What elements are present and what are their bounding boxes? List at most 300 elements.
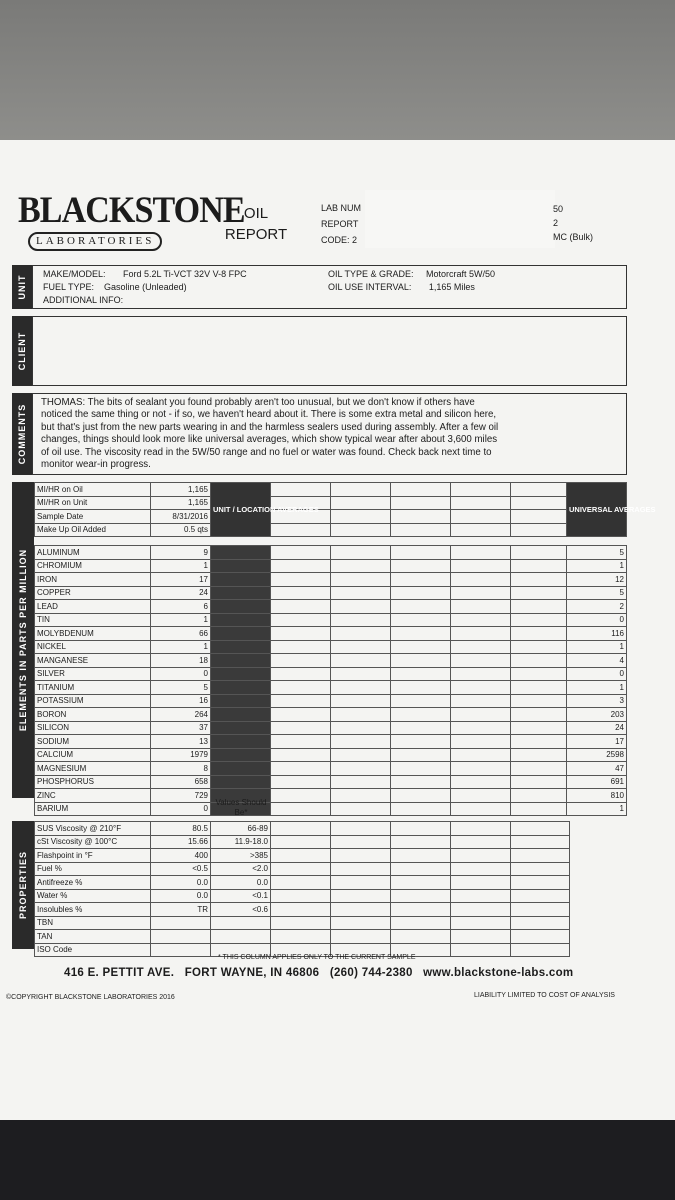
sample-value: 1,165 xyxy=(151,496,211,510)
empty-cell xyxy=(331,546,391,560)
element-value: 1 xyxy=(151,640,211,654)
empty-cell xyxy=(271,862,331,876)
empty-cell xyxy=(331,916,391,930)
property-name: Water % xyxy=(35,889,151,903)
empty-cell xyxy=(271,889,331,903)
empty-cell xyxy=(511,735,567,749)
empty-cell xyxy=(331,835,391,849)
report-num-label: REPORT xyxy=(321,219,359,229)
empty-cell xyxy=(511,654,567,668)
element-name: SILVER xyxy=(35,667,151,681)
code-label: CODE: 2 xyxy=(321,235,358,245)
empty-cell xyxy=(451,721,511,735)
element-name: ZINC xyxy=(35,789,151,803)
lab-num-value: 50 xyxy=(553,204,564,214)
empty-cell xyxy=(451,654,511,668)
universal-average-value: 1 xyxy=(567,802,627,816)
table-row xyxy=(35,559,627,573)
empty-cell xyxy=(511,627,567,641)
universal-average-value: 24 xyxy=(567,721,627,735)
element-value: 8 xyxy=(151,762,211,776)
table-row xyxy=(35,789,627,803)
empty-cell xyxy=(451,559,511,573)
element-name: TITANIUM xyxy=(35,681,151,695)
comments-text xyxy=(41,397,498,471)
empty-cell xyxy=(511,667,567,681)
empty-cell xyxy=(271,573,331,587)
comment-line: monitor wear-in progress. xyxy=(41,459,151,471)
table-row xyxy=(35,802,627,816)
element-name: SODIUM xyxy=(35,735,151,749)
background-wall xyxy=(0,0,675,140)
empty-cell xyxy=(331,775,391,789)
empty-cell xyxy=(331,802,391,816)
universal-average-value: 1 xyxy=(567,559,627,573)
empty-cell xyxy=(331,721,391,735)
empty-cell xyxy=(271,640,331,654)
unit-average-cell xyxy=(211,721,271,735)
universal-average-value: 2 xyxy=(567,600,627,614)
empty-cell xyxy=(271,613,331,627)
empty-cell xyxy=(451,613,511,627)
element-value: 9 xyxy=(151,546,211,560)
empty-cell xyxy=(331,654,391,668)
logo-subtitle: LABORATORIES xyxy=(28,232,162,251)
property-name: Insolubles % xyxy=(35,903,151,917)
table-row xyxy=(35,600,627,614)
unit-average-cell xyxy=(211,546,271,560)
report-title xyxy=(222,205,290,244)
unit-details-left: MAKE/MODEL: Ford 5.2L Ti-VCT 32V V-8 FPC FUEL TYPE: Gasoline (Unleaded) ADDITIONAL INFO: xyxy=(43,269,247,305)
empty-cell xyxy=(391,721,451,735)
property-value: TR xyxy=(151,903,211,917)
universal-average-value: 1 xyxy=(567,640,627,654)
table-row xyxy=(35,889,570,903)
empty-cell xyxy=(451,930,511,944)
sample-info-table xyxy=(34,482,656,537)
table-row xyxy=(35,762,627,776)
element-value: 6 xyxy=(151,600,211,614)
element-value: 16 xyxy=(151,694,211,708)
empty-cell xyxy=(511,930,570,944)
empty-cell xyxy=(391,822,451,836)
table-row xyxy=(35,708,627,722)
table-row xyxy=(35,483,627,497)
empty-cell xyxy=(511,862,570,876)
lab-info-values xyxy=(553,202,593,244)
unit-box xyxy=(32,265,627,309)
unit-average-cell xyxy=(211,640,271,654)
unit-average-cell xyxy=(211,775,271,789)
empty-cell xyxy=(391,903,451,917)
empty-cell xyxy=(451,681,511,695)
universal-average-value: 17 xyxy=(567,735,627,749)
empty-cell xyxy=(391,849,451,863)
empty-cell xyxy=(391,735,451,749)
table-row xyxy=(35,694,627,708)
empty-cell xyxy=(271,708,331,722)
empty-cell xyxy=(391,640,451,654)
table-row xyxy=(35,627,627,641)
table-row xyxy=(35,903,570,917)
table-row xyxy=(35,849,570,863)
unit-average-cell xyxy=(211,613,271,627)
empty-cell xyxy=(271,627,331,641)
empty-cell xyxy=(451,943,511,957)
universal-average-value: 5 xyxy=(567,546,627,560)
property-name: Fuel % xyxy=(35,862,151,876)
table-row xyxy=(35,748,627,762)
property-should-be: 0.0 xyxy=(211,876,271,890)
empty-cell xyxy=(331,889,391,903)
logo-wordmark: BLACKSTONE xyxy=(18,190,245,231)
empty-cell xyxy=(271,721,331,735)
table-row xyxy=(35,775,627,789)
elements-tab: ELEMENTS IN PARTS PER MILLION xyxy=(12,482,34,798)
property-name: Antifreeze % xyxy=(35,876,151,890)
universal-average-value: 2598 xyxy=(567,748,627,762)
empty-cell xyxy=(511,694,567,708)
empty-cell xyxy=(511,876,570,890)
table-row xyxy=(35,735,627,749)
empty-cell xyxy=(331,559,391,573)
empty-cell xyxy=(271,735,331,749)
column-note: * THIS COLUMN APPLIES ONLY TO THE CURRENT SAMPLE xyxy=(218,954,416,961)
unit-tab: UNIT xyxy=(12,265,32,309)
empty-cell xyxy=(391,789,451,803)
empty-cell xyxy=(511,708,567,722)
property-value: 0.0 xyxy=(151,876,211,890)
empty-cell xyxy=(511,835,570,849)
empty-cell xyxy=(451,748,511,762)
empty-cell xyxy=(451,903,511,917)
table-row xyxy=(35,586,627,600)
sample-label: Sample Date xyxy=(35,510,151,524)
unit-details-right: OIL TYPE & GRADE: Motorcraft 5W/50 OIL USE INTERVAL: 1,165 Miles xyxy=(328,269,496,292)
make-model-value: Ford 5.2L Ti-VCT 32V V-8 FPC xyxy=(123,269,247,279)
property-value: 0.0 xyxy=(151,889,211,903)
client-box xyxy=(32,316,627,386)
empty-cell xyxy=(391,694,451,708)
empty-cell xyxy=(451,600,511,614)
oil-type-value: Motorcraft 5W/50 xyxy=(426,269,496,279)
empty-cell xyxy=(391,835,451,849)
sample-label: MI/HR on Oil xyxy=(35,483,151,497)
liability-note: LIABILITY LIMITED TO COST OF ANALYSIS xyxy=(474,992,615,999)
comment-line: noticed the same thing or not - if so, we haven't heard about it. There is some extra metal and silicon here, xyxy=(41,409,497,421)
comments-box xyxy=(32,393,627,475)
empty-cell xyxy=(451,889,511,903)
element-value: 17 xyxy=(151,573,211,587)
empty-cell xyxy=(271,654,331,668)
table-row xyxy=(35,822,570,836)
empty-cell xyxy=(451,627,511,641)
comment-line: but that's just from the new parts wearing in and the harmless sealers used during assembly. After a few oil xyxy=(41,421,499,433)
empty-cell xyxy=(511,613,567,627)
empty-cell xyxy=(511,600,567,614)
comments-tab: COMMENTS xyxy=(12,393,32,475)
unit-average-cell xyxy=(211,586,271,600)
unit-average-cell xyxy=(211,735,271,749)
fuel-type-value: Gasoline (Unleaded) xyxy=(104,282,187,292)
element-value: 729 xyxy=(151,789,211,803)
empty-cell xyxy=(511,546,567,560)
empty-cell xyxy=(271,546,331,560)
element-name: BARIUM xyxy=(35,802,151,816)
empty-cell xyxy=(391,802,451,816)
comment-line: of oil use. The viscosity read in the 5W/50 range and no fuel or water was found. Check back next time to xyxy=(41,446,492,458)
element-name: NICKEL xyxy=(35,640,151,654)
empty-cell xyxy=(511,762,567,776)
element-name: CALCIUM xyxy=(35,748,151,762)
empty-cell xyxy=(331,735,391,749)
table-row xyxy=(35,640,627,654)
property-should-be: >385 xyxy=(211,849,271,863)
property-name: Flashpoint in °F xyxy=(35,849,151,863)
element-value: 1979 xyxy=(151,748,211,762)
empty-cell xyxy=(511,586,567,600)
unit-average-cell xyxy=(211,654,271,668)
empty-cell xyxy=(391,654,451,668)
unit-average-cell xyxy=(211,694,271,708)
universal-average-value: 12 xyxy=(567,573,627,587)
element-value: 1 xyxy=(151,559,211,573)
empty-cell xyxy=(511,748,567,762)
empty-cell xyxy=(271,681,331,695)
empty-cell xyxy=(511,903,570,917)
element-value: 658 xyxy=(151,775,211,789)
lab-info-labels xyxy=(321,200,361,248)
universal-average-value: 0 xyxy=(567,667,627,681)
empty-cell xyxy=(391,876,451,890)
redaction-paper xyxy=(365,190,555,248)
empty-cell xyxy=(451,708,511,722)
unit-average-cell xyxy=(211,573,271,587)
property-value: <0.5 xyxy=(151,862,211,876)
empty-cell xyxy=(391,546,451,560)
client-tab: CLIENT xyxy=(12,316,32,386)
empty-cell xyxy=(451,876,511,890)
oil-interval-value: 1,165 Miles xyxy=(428,282,475,292)
empty-cell xyxy=(451,916,511,930)
empty-cell xyxy=(511,559,567,573)
unit-average-cell xyxy=(211,667,271,681)
empty-cell xyxy=(391,916,451,930)
empty-cell xyxy=(331,708,391,722)
empty-cell xyxy=(391,613,451,627)
table-row xyxy=(35,654,627,668)
empty-cell xyxy=(391,681,451,695)
table-row xyxy=(35,862,570,876)
empty-cell xyxy=(271,559,331,573)
element-name: LEAD xyxy=(35,600,151,614)
empty-cell xyxy=(331,613,391,627)
empty-cell xyxy=(451,735,511,749)
unit-average-cell xyxy=(211,708,271,722)
element-value: 13 xyxy=(151,735,211,749)
table-row xyxy=(35,667,627,681)
element-value: 66 xyxy=(151,627,211,641)
element-name: ALUMINUM xyxy=(35,546,151,560)
element-name: IRON xyxy=(35,573,151,587)
properties-table xyxy=(34,821,570,957)
element-name: MOLYBDENUM xyxy=(35,627,151,641)
empty-cell xyxy=(451,667,511,681)
empty-cell xyxy=(331,681,391,695)
table-row xyxy=(35,523,627,537)
empty-cell xyxy=(511,573,567,587)
empty-cell xyxy=(451,546,511,560)
empty-cell xyxy=(511,943,570,957)
property-name: SUS Viscosity @ 210°F xyxy=(35,822,151,836)
empty-cell xyxy=(451,849,511,863)
empty-cell xyxy=(451,640,511,654)
empty-cell xyxy=(331,789,391,803)
lab-address: 416 E. PETTIT AVE. FORT WAYNE, IN 46806 (260) 744-2380 www.blackstone-labs.com xyxy=(64,967,574,979)
table-row xyxy=(35,835,570,849)
empty-cell xyxy=(451,822,511,836)
empty-cell xyxy=(331,573,391,587)
table-row xyxy=(35,930,570,944)
empty-cell xyxy=(451,586,511,600)
empty-cell xyxy=(271,876,331,890)
unit-average-cell xyxy=(211,748,271,762)
element-name: PHOSPHORUS xyxy=(35,775,151,789)
empty-cell xyxy=(511,640,567,654)
empty-cell xyxy=(391,573,451,587)
element-value: 5 xyxy=(151,681,211,695)
property-should-be: 11.9-18.0 xyxy=(211,835,271,849)
empty-cell xyxy=(391,627,451,641)
table-row xyxy=(35,546,627,560)
lab-num-label: LAB NUM xyxy=(321,203,362,213)
empty-cell xyxy=(331,640,391,654)
property-should-be: <0.6 xyxy=(211,903,271,917)
comment-line: THOMAS: The bits of sealant you found probably aren't too unusual, but we don't know if others have xyxy=(41,397,475,408)
empty-cell xyxy=(391,600,451,614)
empty-cell xyxy=(391,862,451,876)
sample-label: MI/HR on Unit xyxy=(35,496,151,510)
sample-label: Make Up Oil Added xyxy=(35,523,151,537)
table-row xyxy=(35,916,570,930)
empty-cell xyxy=(391,889,451,903)
empty-cell xyxy=(451,862,511,876)
empty-cell xyxy=(451,802,511,816)
table-row xyxy=(35,613,627,627)
universal-average-value: 5 xyxy=(567,586,627,600)
empty-cell xyxy=(391,930,451,944)
element-value: 37 xyxy=(151,721,211,735)
empty-cell xyxy=(331,667,391,681)
table-row xyxy=(35,876,570,890)
empty-cell xyxy=(271,748,331,762)
empty-cell xyxy=(271,802,331,816)
empty-cell xyxy=(511,889,570,903)
universal-average-value: 691 xyxy=(567,775,627,789)
empty-cell xyxy=(271,600,331,614)
copyright: ©COPYRIGHT BLACKSTONE LABORATORIES 2016 xyxy=(6,994,175,1001)
empty-cell xyxy=(271,789,331,803)
property-should-be xyxy=(211,930,271,944)
empty-cell xyxy=(331,930,391,944)
empty-cell xyxy=(451,775,511,789)
property-value: 80.5 xyxy=(151,822,211,836)
empty-cell xyxy=(511,916,570,930)
empty-cell xyxy=(391,667,451,681)
universal-average-value: 810 xyxy=(567,789,627,803)
property-value xyxy=(151,943,211,957)
empty-cell xyxy=(511,822,570,836)
unit-averages-header: UNIT / LOCATION AVERAGES xyxy=(211,483,271,537)
element-name: COPPER xyxy=(35,586,151,600)
empty-cell xyxy=(271,916,331,930)
empty-cell xyxy=(271,694,331,708)
empty-cell xyxy=(511,775,567,789)
report-title-line2: REPORT xyxy=(224,226,288,243)
empty-cell xyxy=(271,775,331,789)
universal-average-value: 1 xyxy=(567,681,627,695)
universal-average-value: 116 xyxy=(567,627,627,641)
universal-average-value: 47 xyxy=(567,762,627,776)
empty-cell xyxy=(271,903,331,917)
empty-cell xyxy=(451,694,511,708)
report-title-line1: OIL xyxy=(243,205,269,222)
empty-cell xyxy=(511,849,570,863)
property-name: TAN xyxy=(35,930,151,944)
empty-cell xyxy=(331,762,391,776)
empty-cell xyxy=(391,748,451,762)
element-value: 0 xyxy=(151,802,211,816)
property-name: ISO Code xyxy=(35,943,151,957)
universal-average-value: 203 xyxy=(567,708,627,722)
empty-cell xyxy=(511,681,567,695)
empty-cell xyxy=(271,667,331,681)
element-value: 1 xyxy=(151,613,211,627)
empty-cell xyxy=(271,822,331,836)
element-value: 264 xyxy=(151,708,211,722)
element-name: POTASSIUM xyxy=(35,694,151,708)
universal-average-value: 4 xyxy=(567,654,627,668)
empty-cell xyxy=(511,721,567,735)
unit-average-cell xyxy=(211,600,271,614)
sample-value: 0.5 qts xyxy=(151,523,211,537)
empty-cell xyxy=(331,876,391,890)
property-name: cSt Viscosity @ 100°C xyxy=(35,835,151,849)
unit-average-cell xyxy=(211,681,271,695)
code-value: 2 xyxy=(352,235,358,245)
sample-value: 1,165 xyxy=(151,483,211,497)
empty-cell xyxy=(391,762,451,776)
empty-cell xyxy=(331,903,391,917)
property-should-be: <0.1 xyxy=(211,889,271,903)
comment-line: changes, things should look more like universal averages, which show typical wear after about 3,600 miles xyxy=(41,434,498,446)
unit-average-cell xyxy=(211,559,271,573)
empty-cell xyxy=(331,586,391,600)
property-value xyxy=(151,930,211,944)
background-floor xyxy=(0,1120,675,1200)
table-row xyxy=(35,681,627,695)
empty-cell xyxy=(271,930,331,944)
empty-cell xyxy=(391,559,451,573)
universal-average-value: 3 xyxy=(567,694,627,708)
empty-cell xyxy=(451,835,511,849)
properties-tab: PROPERTIES xyxy=(12,821,34,949)
empty-cell xyxy=(451,789,511,803)
unit-average-cell xyxy=(211,627,271,641)
property-value: 15.66 xyxy=(151,835,211,849)
empty-cell xyxy=(271,849,331,863)
table-row xyxy=(35,721,627,735)
